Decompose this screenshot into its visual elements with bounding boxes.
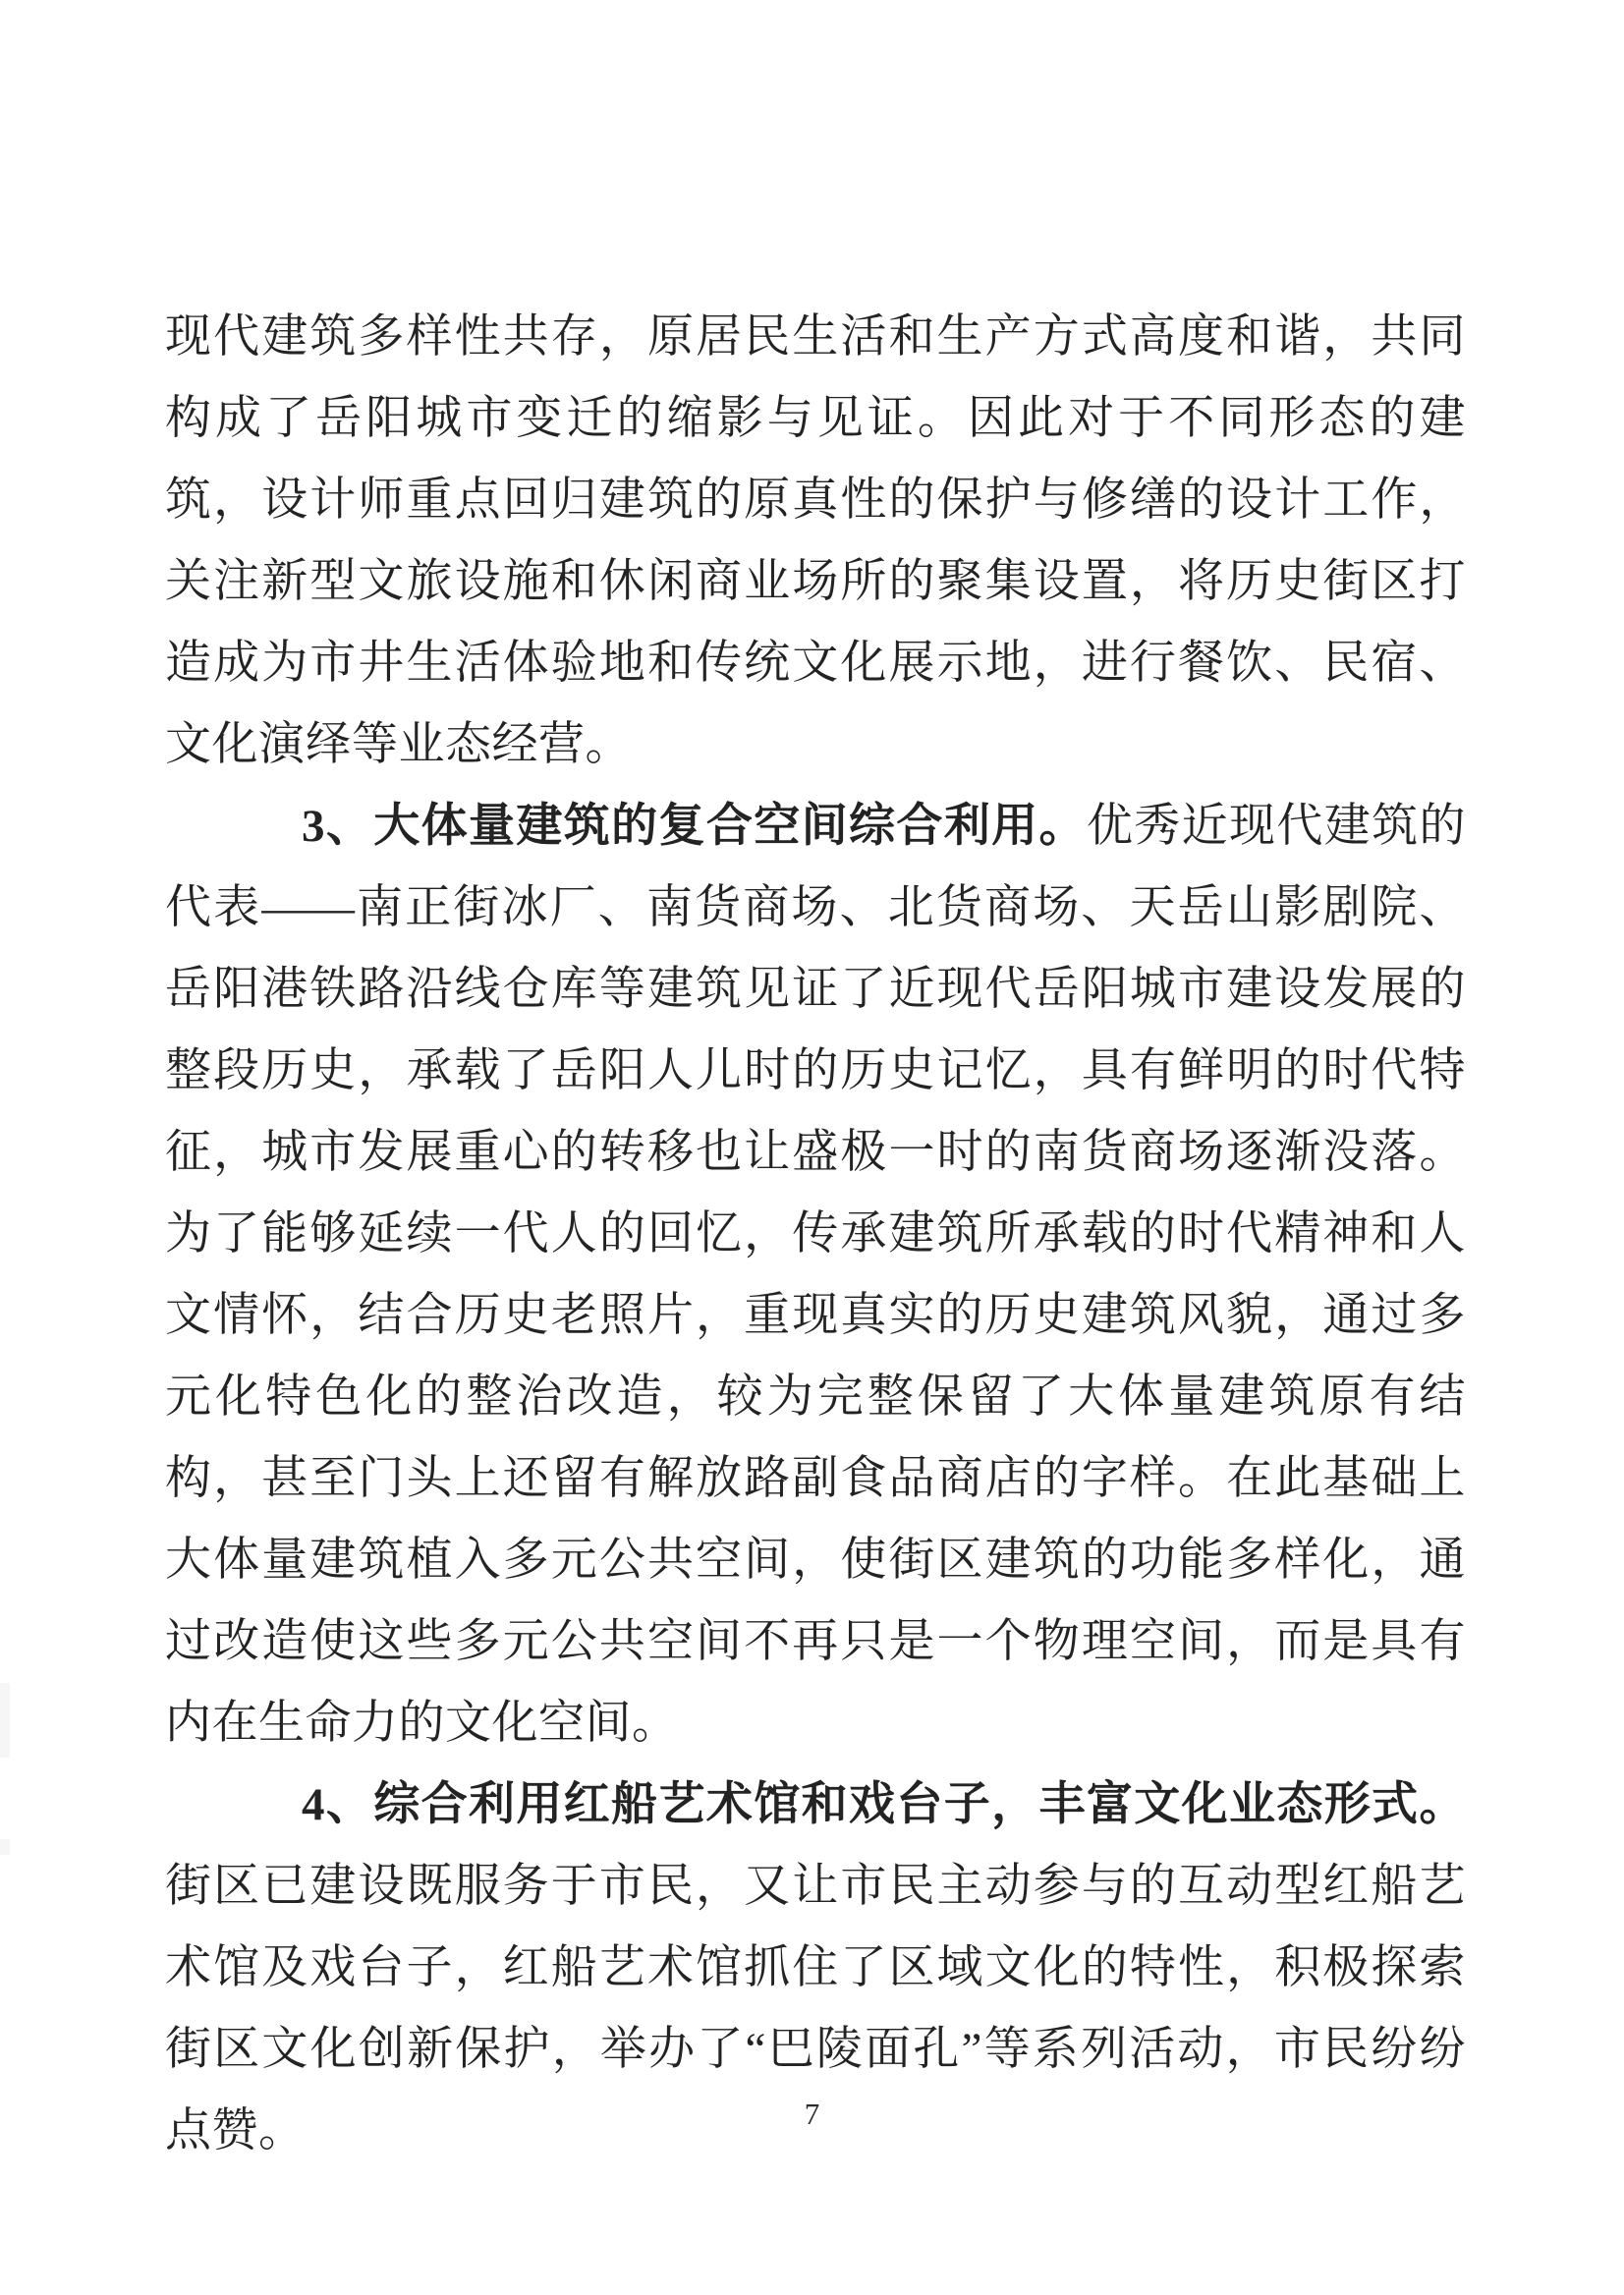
paragraph-continuation xyxy=(165,297,1466,786)
paragraph-section-3 xyxy=(165,786,1466,1764)
paragraph-text: 现代建筑多样性共存，原居民生活和生产方式高度和谐，共同构成了岳阳城市变迁的缩影与见证。因此对于不同形态的建筑，设计师重点回归建筑的原真性的保护与修缮的设计工作，关注新型文旅设施和休闲商业场所的聚集设置，将历史街区打造成为市井生活体验地和传统文化展示地，进行餐饮、民宿、文化演绎等业态经营。 xyxy=(165,311,1466,770)
section-heading-4: 4、综合利用红船艺术馆和戏台子，丰富文化业态形式。 xyxy=(302,1779,1466,1830)
scan-artifact xyxy=(0,1683,10,1758)
page-number: 7 xyxy=(804,2097,820,2131)
paragraph-text: 优秀近现代建筑的代表——南正街冰厂、南货商场、北货商场、天岳山影剧院、岳阳港铁路沿线仓库等建筑见证了近现代岳阳城市建设发展的整段历史，承载了岳阳人儿时的历史记忆，具有鲜明的时代特征，城市发展重心的转移也让盛极一时的南货商场逐渐没落。为了能够延续一代人的回忆，传承建筑所承载的时代精神和人文情怀，结合历史老照片，重现真实的历史建筑风貌，通过多元化特色化的整治改造，较为完整保留了大体量建筑原有结构，甚至门头上还留有解放路副食品商店的字样。在此基础上大体量建筑植入多元公共空间，使街区建筑的功能多样化，通过改造使这些多元公共空间不再只是一个物理空间，而是具有内在生命力的文化空间。 xyxy=(165,801,1466,1749)
paragraph-text: 街区已建设既服务于市民，又让市民主动参与的互动型红船艺术馆及戏台子，红船艺术馆抓住了区域文化的特性，积极探索街区文化创新保护，举办了“巴陵面孔”等系列活动，市民纷纷点赞。 xyxy=(165,1861,1466,2156)
scan-artifact xyxy=(0,1839,10,1855)
document-body xyxy=(165,297,1466,2172)
section-heading-3: 3、大体量建筑的复合空间综合利用。 xyxy=(302,801,1087,852)
